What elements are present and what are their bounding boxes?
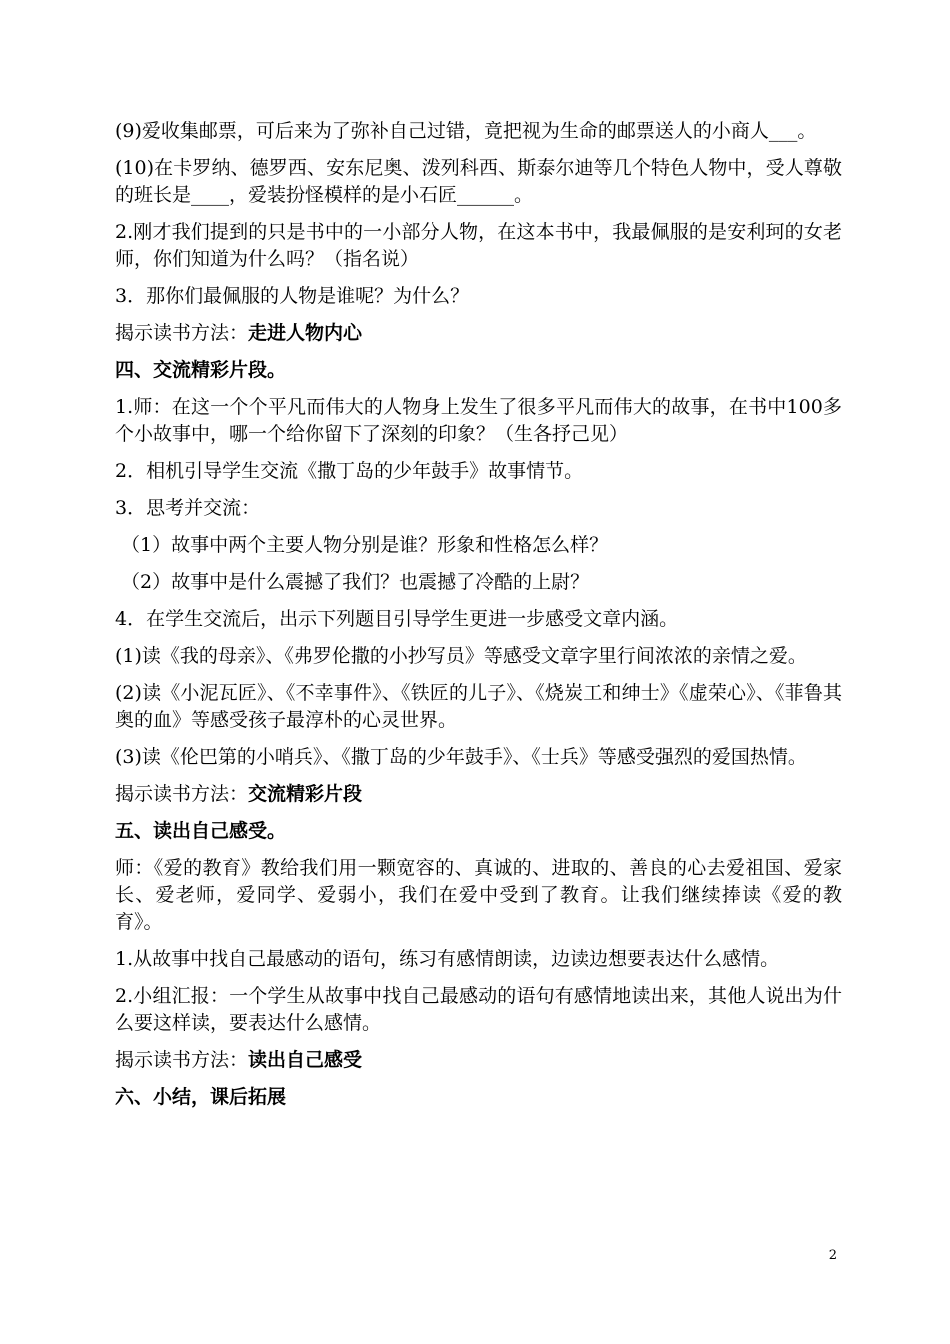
paragraph-item-10: (10)在卡罗纳、德罗西、安东尼奥、泼列科西、斯泰尔迪等几个特色人物中，受人尊敬的班长是____，爱装扮怪模样的是小石匠______。	[115, 157, 842, 206]
paragraph-item-9: (9)爱收集邮票，可后来为了弥补自己过错，竟把视为生命的邮票送人的小商人___。	[115, 120, 817, 142]
paragraph-exercise-2: 2.小组汇报：一个学生从故事中找自己最感动的语句有感情地读出来，其他人说出为什么要这样读，要表达什么感情。	[115, 985, 842, 1034]
reading-method-value: 走进人物内心	[248, 322, 363, 344]
reading-method-2	[115, 781, 842, 808]
paragraph-teacher-2: 师：《爱的教育》教给我们用一颗宽容的、真诚的、进取的、善良的心去爱祖国、爱家长、爱老师，爱同学、爱弱小，我们在爱中受到了教育。让我们继续捧读《爱的教育》。	[115, 857, 842, 933]
reading-method-label: 揭示读书方法：	[115, 1049, 249, 1071]
reading-method-3	[115, 1047, 842, 1074]
paragraph-step-4: 4．在学生交流后，出示下列题目引导学生更进一步感受文章内涵。	[115, 608, 679, 630]
reading-method-label: 揭示读书方法：	[115, 322, 249, 344]
paragraph-question-2: 2.刚才我们提到的只是书中的一小部分人物，在这本书中，我最佩服的是安利珂的女老师，你们知道为什么吗？（指名说）	[115, 221, 842, 270]
reading-method-value: 读出自己感受	[248, 1049, 363, 1071]
paragraph-teacher-1: 1.师：在这一个个平凡而伟大的人物身上发生了很多平凡而伟大的故事，在书中100多个小故事中，哪一个给你留下了深刻的印象？（生各抒己见）	[115, 396, 842, 445]
paragraph-sub-2: （2）故事中是什么震撼了我们？也震撼了冷酷的上尉？	[121, 571, 590, 593]
paragraph-step-2: 2．相机引导学生交流《撒丁岛的少年鼓手》故事情节。	[115, 460, 584, 482]
section-heading-6: 六、小结，课后拓展	[115, 1086, 287, 1108]
page-number: 2	[828, 1248, 837, 1263]
paragraph-reading-1: (1)读《我的母亲》、《弗罗伦撒的小抄写员》等感受文章字里行间浓浓的亲情之爱。	[115, 645, 807, 667]
page-content	[115, 118, 842, 1121]
section-heading-4: 四、交流精彩片段。	[115, 359, 287, 381]
paragraph-exercise-1: 1.从故事中找自己最感动的语句，练习有感情朗读，边读边想要表达什么感情。	[115, 948, 780, 970]
reading-method-value: 交流精彩片段	[248, 783, 363, 805]
paragraph-sub-1: （1）故事中两个主要人物分别是谁？形象和性格怎么样？	[121, 534, 609, 556]
paragraph-question-3: 3．那你们最佩服的人物是谁呢？为什么？	[115, 285, 470, 307]
paragraph-reading-3: (3)读《伦巴第的小哨兵》、《撒丁岛的少年鼓手》、《士兵》等感受强烈的爱国热情。	[115, 746, 807, 768]
paragraph-reading-2: (2)读《小泥瓦匠》、《不幸事件》、《铁匠的儿子》、《烧炭工和绅士》《虚荣心》、《菲鲁其奥的血》等感受孩子最淳朴的心灵世界。	[115, 682, 842, 731]
reading-method-label: 揭示读书方法：	[115, 783, 249, 805]
paragraph-step-3: 3．思考并交流：	[115, 497, 261, 519]
reading-method-1	[115, 320, 842, 347]
section-heading-5: 五、读出自己感受。	[115, 820, 287, 842]
